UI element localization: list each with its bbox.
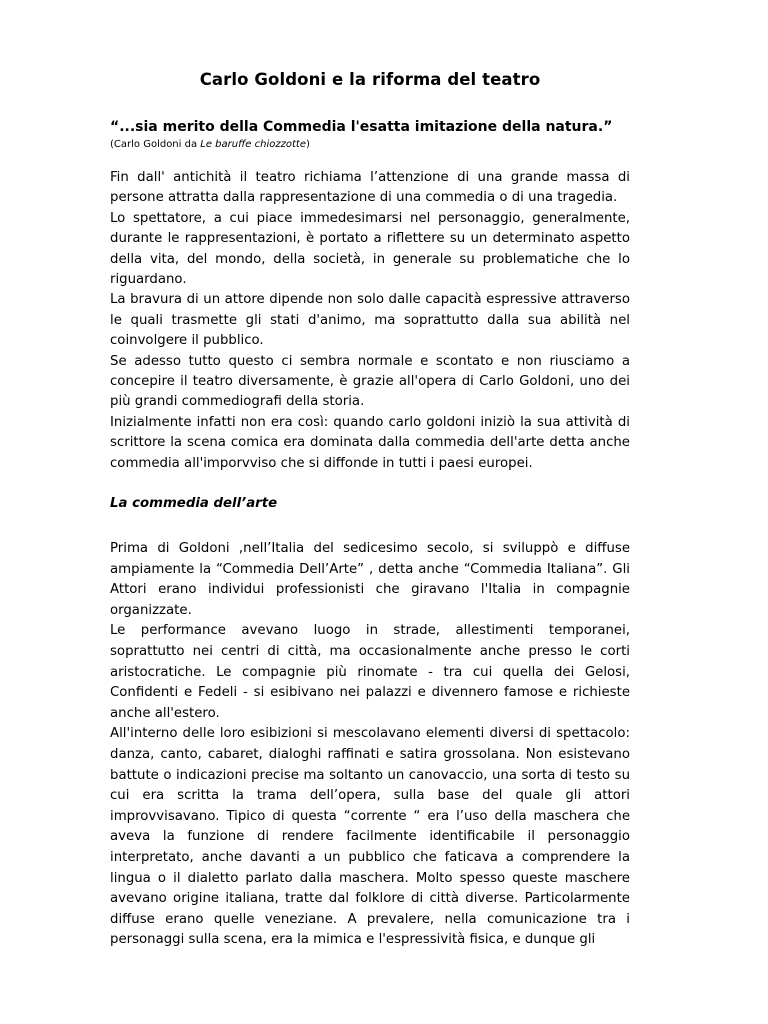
document-title: Carlo Goldoni e la riforma del teatro xyxy=(199,70,541,89)
intro-section xyxy=(110,168,630,474)
epigraph-source xyxy=(110,139,630,150)
section-paragraph: Le performance avevano luogo in strade, allestimenti temporanei, soprattutto nei centri di città, ma occasionalmente anche presso le corti aristocratiche. Le compagnie più rinomate - tra cui quella dei Gelosi, Confidenti e Fedeli - si esibivano nei palazzi e divennero famose e richieste anche all'estero. xyxy=(110,623,630,721)
intro-paragraph: La bravura di un attore dipende non solo dalle capacità espressive attraverso le quali trasmette gli stati d'animo, ma soprattutto dalla sua abilità nel coinvolgere il pubblico. xyxy=(110,292,630,349)
section-heading: La commedia dell’arte xyxy=(110,496,278,512)
intro-paragraph: Inizialmente infatti non era così: quando carlo goldoni iniziò la sua attività di scrittore la scena comica era dominata dalla commedia dell'arte detta anche commedia all'imporvviso che si diffonde in tutti i paesi europei. xyxy=(110,414,630,471)
document-page xyxy=(110,70,630,951)
epigraph-quote: “...sia merito della Commedia l'esatta imitazione della natura.” xyxy=(110,119,613,135)
epigraph-source-suffix: ) xyxy=(305,139,310,150)
commedia-section xyxy=(110,539,630,951)
section-paragraph: Prima di Goldoni ,nell’Italia del sedicesimo secolo, si sviluppò e diffuse ampiamente la “Commedia Dell’Arte” , detta anche “Commedia Italiana”. Gli Attori erano individui professionisti che giravano l'Italia in compagnie organizzate. xyxy=(110,541,630,618)
epigraph-source-work: Le baruffe chiozzotte xyxy=(200,139,306,150)
section-paragraph: All'interno delle loro esibizioni si mescolavano elementi diversi di spettacolo: danza, canto, cabaret, dialoghi raffinati e satira grossolana. Non esistevano battute o indicazioni precise ma soltanto un canovaccio, una sorta di testo su cui era scritta la trama dell’opera, sulla base del quale gli attori improvvisavano. Tipico di questa “corrente “ era l’uso della maschera che aveva la funzione di rendere facilmente identificabile il personaggio interpretato, anche davanti a un pubblico che faticava a comprendere la lingua o il dialetto parlato dalla maschera. Molto spesso queste maschere avevano origine italiana, tratte dal folklore di città diverse. Particolarmente diffuse erano quelle veneziane. A prevalere, nella comunicazione tra i personaggi sulla scena, era la mimica e l'espressività fisica, e dunque gli xyxy=(110,726,630,948)
intro-paragraph: Lo spettatore, a cui piace immedesimarsi nel personaggio, generalmente, durante le rappresentazioni, è portato a riflettere su un determinato aspetto della vita, del mondo, della società, in generale su problematiche che lo riguardano. xyxy=(110,210,630,288)
epigraph-source-prefix: (Carlo Goldoni da xyxy=(110,139,201,150)
intro-paragraph: Se adesso tutto questo ci sembra normale e scontato e non riusciamo a concepire il teatro diversamente, è grazie all'opera di Carlo Goldoni, uno dei più grandi commediografi della storia. xyxy=(110,353,630,410)
intro-paragraph: Fin dall' antichità il teatro richiama l’attenzione di una grande massa di persone attratta dalla rappresentazione di una commedia o di una tragedia. xyxy=(110,170,630,206)
